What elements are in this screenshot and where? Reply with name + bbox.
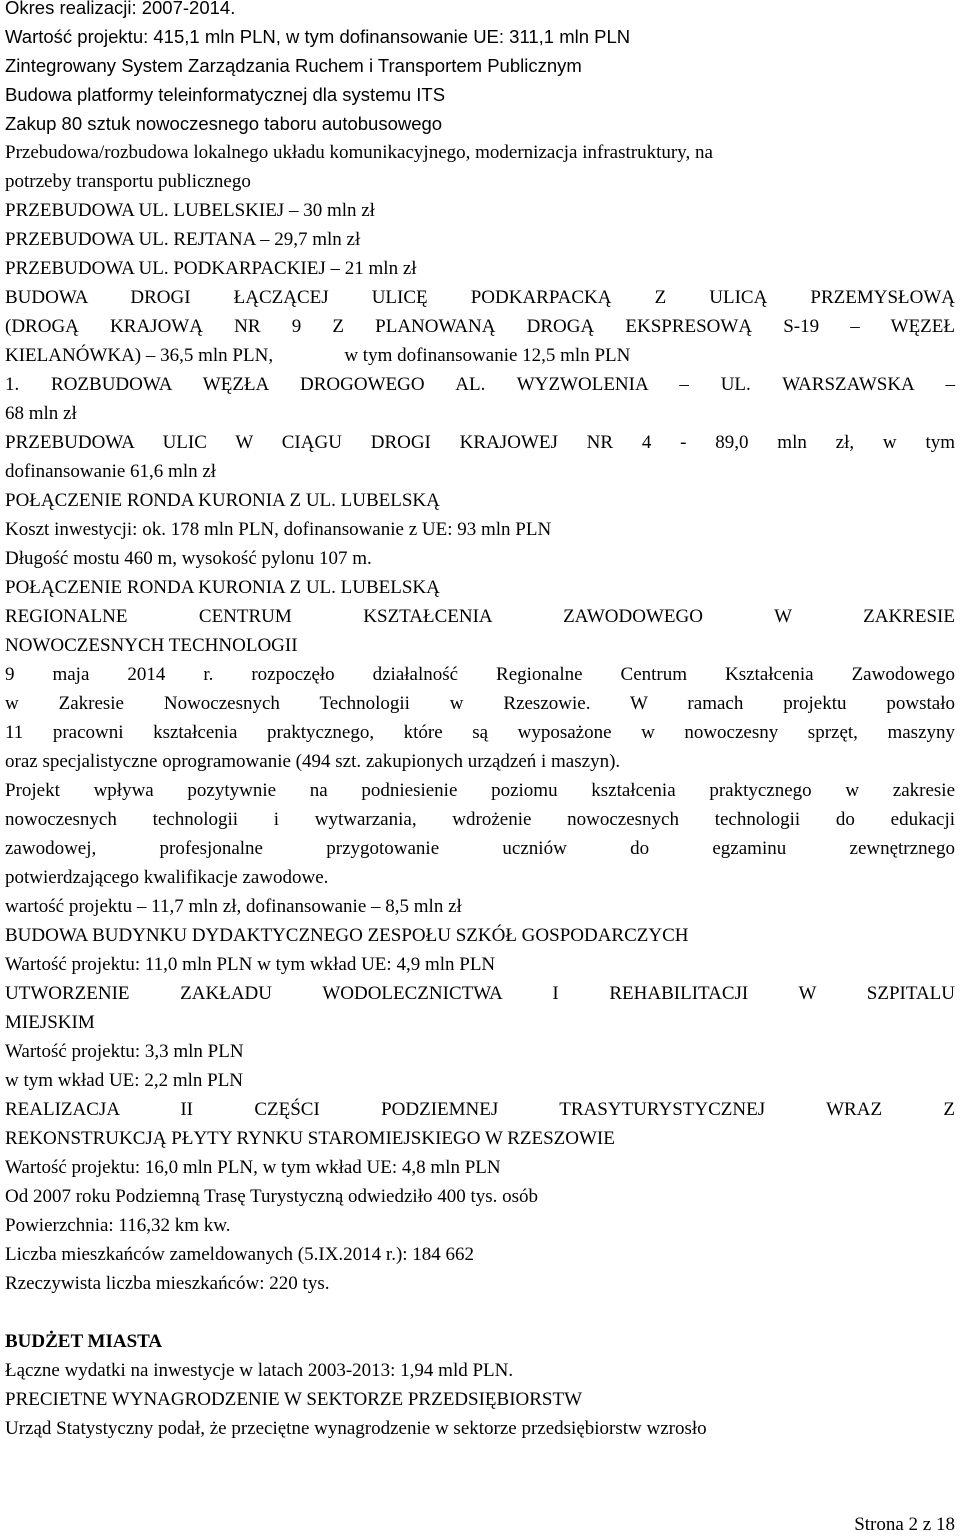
text-line: Od 2007 roku Podziemną Trasę Turystyczną odwiedziło 400 tys. osób (5, 1186, 539, 1207)
text-line: MIEJSKIM (5, 1012, 95, 1033)
text-line: Projekt wpływa pozytywnie na podniesienie poziomu kształcenia praktycznego w zakresie (5, 780, 955, 801)
text-line: Budowa platformy teleinformatycznej dla systemu ITS (5, 84, 446, 105)
text-line: potwierdzającego kwalifikacje zawodowe. (5, 867, 329, 888)
text-line: UTWORZENIE ZAKŁADU WODOLECZNICTWA I REHABILITACJI W SZPITALU (5, 983, 955, 1004)
text-line: Liczba mieszkańców zameldowanych (5.IX.2014 r.): 184 662 (5, 1244, 475, 1265)
text-line: Wartość projektu: 415,1 mln PLN, w tym dofinansowanie UE: 311,1 mln PLN (5, 26, 631, 47)
text-line: Okres realizacji: 2007-2014. (5, 0, 236, 18)
text-line: zawodowej, profesjonalne przygotowanie uczniów do egzaminu zewnętrznego (5, 838, 955, 859)
text-line: NOWOCZESNYCH TECHNOLOGII (5, 635, 298, 656)
text-line: Łączne wydatki na inwestycje w latach 2003-2013: 1,94 mld PLN. (5, 1360, 514, 1381)
text-line: Zintegrowany System Zarządzania Ruchem i Transportem Publicznym (5, 55, 582, 76)
text-line: potrzeby transportu publicznego (5, 171, 251, 192)
text-line: Wartość projektu: 11,0 mln PLN w tym wkład UE: 4,9 mln PLN (5, 954, 496, 975)
text-line: Zakup 80 sztuk nowoczesnego taboru autobusowego (5, 113, 443, 134)
page-number: Strona 2 z 18 (854, 1514, 955, 1535)
text-line: Przebudowa/rozbudowa lokalnego układu komunikacyjnego, modernizacja infrastruktury, na (5, 142, 713, 163)
text-line: BUDOWA BUDYNKU DYDAKTYCZNEGO ZESPOŁU SZKÓŁ GOSPODARCZYCH (5, 925, 689, 946)
text-line: Powierzchnia: 116,32 km kw. (5, 1215, 231, 1236)
text-line: 68 mln zł (5, 403, 77, 424)
text-line: oraz specjalistyczne oprogramowanie (494 szt. zakupionych urządzeń i maszyn). (5, 751, 621, 772)
text-line: Długość mostu 460 m, wysokość pylonu 107 m. (5, 548, 372, 569)
text-line: REGIONALNE CENTRUM KSZTAŁCENIA ZAWODOWEGO W ZAKRESIE (5, 606, 955, 627)
text-line: 1. ROZBUDOWA WĘZŁA DROGOWEGO AL. WYZWOLENIA – UL. WARSZAWSKA – (5, 374, 955, 395)
text-line: POŁĄCZENIE RONDA KURONIA Z UL. LUBELSKĄ (5, 490, 440, 511)
text-line: (DROGĄ KRAJOWĄ NR 9 Z PLANOWANĄ DROGĄ EKSPRESOWĄ S-19 – WĘZEŁ (5, 316, 955, 337)
text-line: BUDOWA DROGI ŁĄCZĄCEJ ULICĘ PODKARPACKĄ Z ULICĄ PRZEMYSŁOWĄ (5, 287, 955, 308)
text-line: w Zakresie Nowoczesnych Technologii w Rzeszowie. W ramach projektu powstało (5, 693, 955, 714)
text-line: PRZEBUDOWA ULIC W CIĄGU DROGI KRAJOWEJ NR 4 - 89,0 mln zł, w tym (5, 432, 955, 453)
text-line: nowoczesnych technologii i wytwarzania, wdrożenie nowoczesnych technologii do edukacji (5, 809, 955, 830)
text-line: Wartość projektu: 3,3 mln PLN (5, 1041, 244, 1062)
text-line: w tym wkład UE: 2,2 mln PLN (5, 1070, 244, 1091)
text-line: PRECIETNE WYNAGRODZENIE W SEKTORZE PRZEDSIĘBIORSTW (5, 1389, 583, 1410)
text-line: REKONSTRUKCJĄ PŁYTY RYNKU STAROMIEJSKIEGO W RZESZOWIE (5, 1128, 615, 1149)
text-line: BUDŻET MIASTA (5, 1331, 163, 1352)
text-line: PRZEBUDOWA UL. REJTANA – 29,7 mln zł (5, 229, 361, 250)
text-line: KIELANÓWKA) – 36,5 mln PLN, w tym dofinansowanie 12,5 mln PLN (5, 345, 631, 366)
text-line: Urząd Statystyczny podał, że przeciętne wynagrodzenie w sektorze przedsiębiorstw wzrosło (5, 1418, 707, 1439)
text-line: PRZEBUDOWA UL. PODKARPACKIEJ – 21 mln zł (5, 258, 417, 279)
text-line: Rzeczywista liczba mieszkańców: 220 tys. (5, 1273, 330, 1294)
text-line: dofinansowanie 61,6 mln zł (5, 461, 217, 482)
text-line: wartość projektu – 11,7 mln zł, dofinansowanie – 8,5 mln zł (5, 896, 462, 917)
text-line: Koszt inwestycji: ok. 178 mln PLN, dofinansowanie z UE: 93 mln PLN (5, 519, 552, 540)
text-line: REALIZACJA II CZĘŚCI PODZIEMNEJ TRASYTURYSTYCZNEJ WRAZ Z (5, 1099, 955, 1120)
text-line: POŁĄCZENIE RONDA KURONIA Z UL. LUBELSKĄ (5, 577, 440, 598)
text-line: 11 pracowni kształcenia praktycznego, które są wyposażone w nowoczesny sprzęt, maszyny (5, 722, 955, 743)
text-line: Wartość projektu: 16,0 mln PLN, w tym wkład UE: 4,8 mln PLN (5, 1157, 501, 1178)
text-line: PRZEBUDOWA UL. LUBELSKIEJ – 30 mln zł (5, 200, 375, 221)
text-line: 9 maja 2014 r. rozpoczęło działalność Regionalne Centrum Kształcenia Zawodowego (5, 664, 955, 685)
